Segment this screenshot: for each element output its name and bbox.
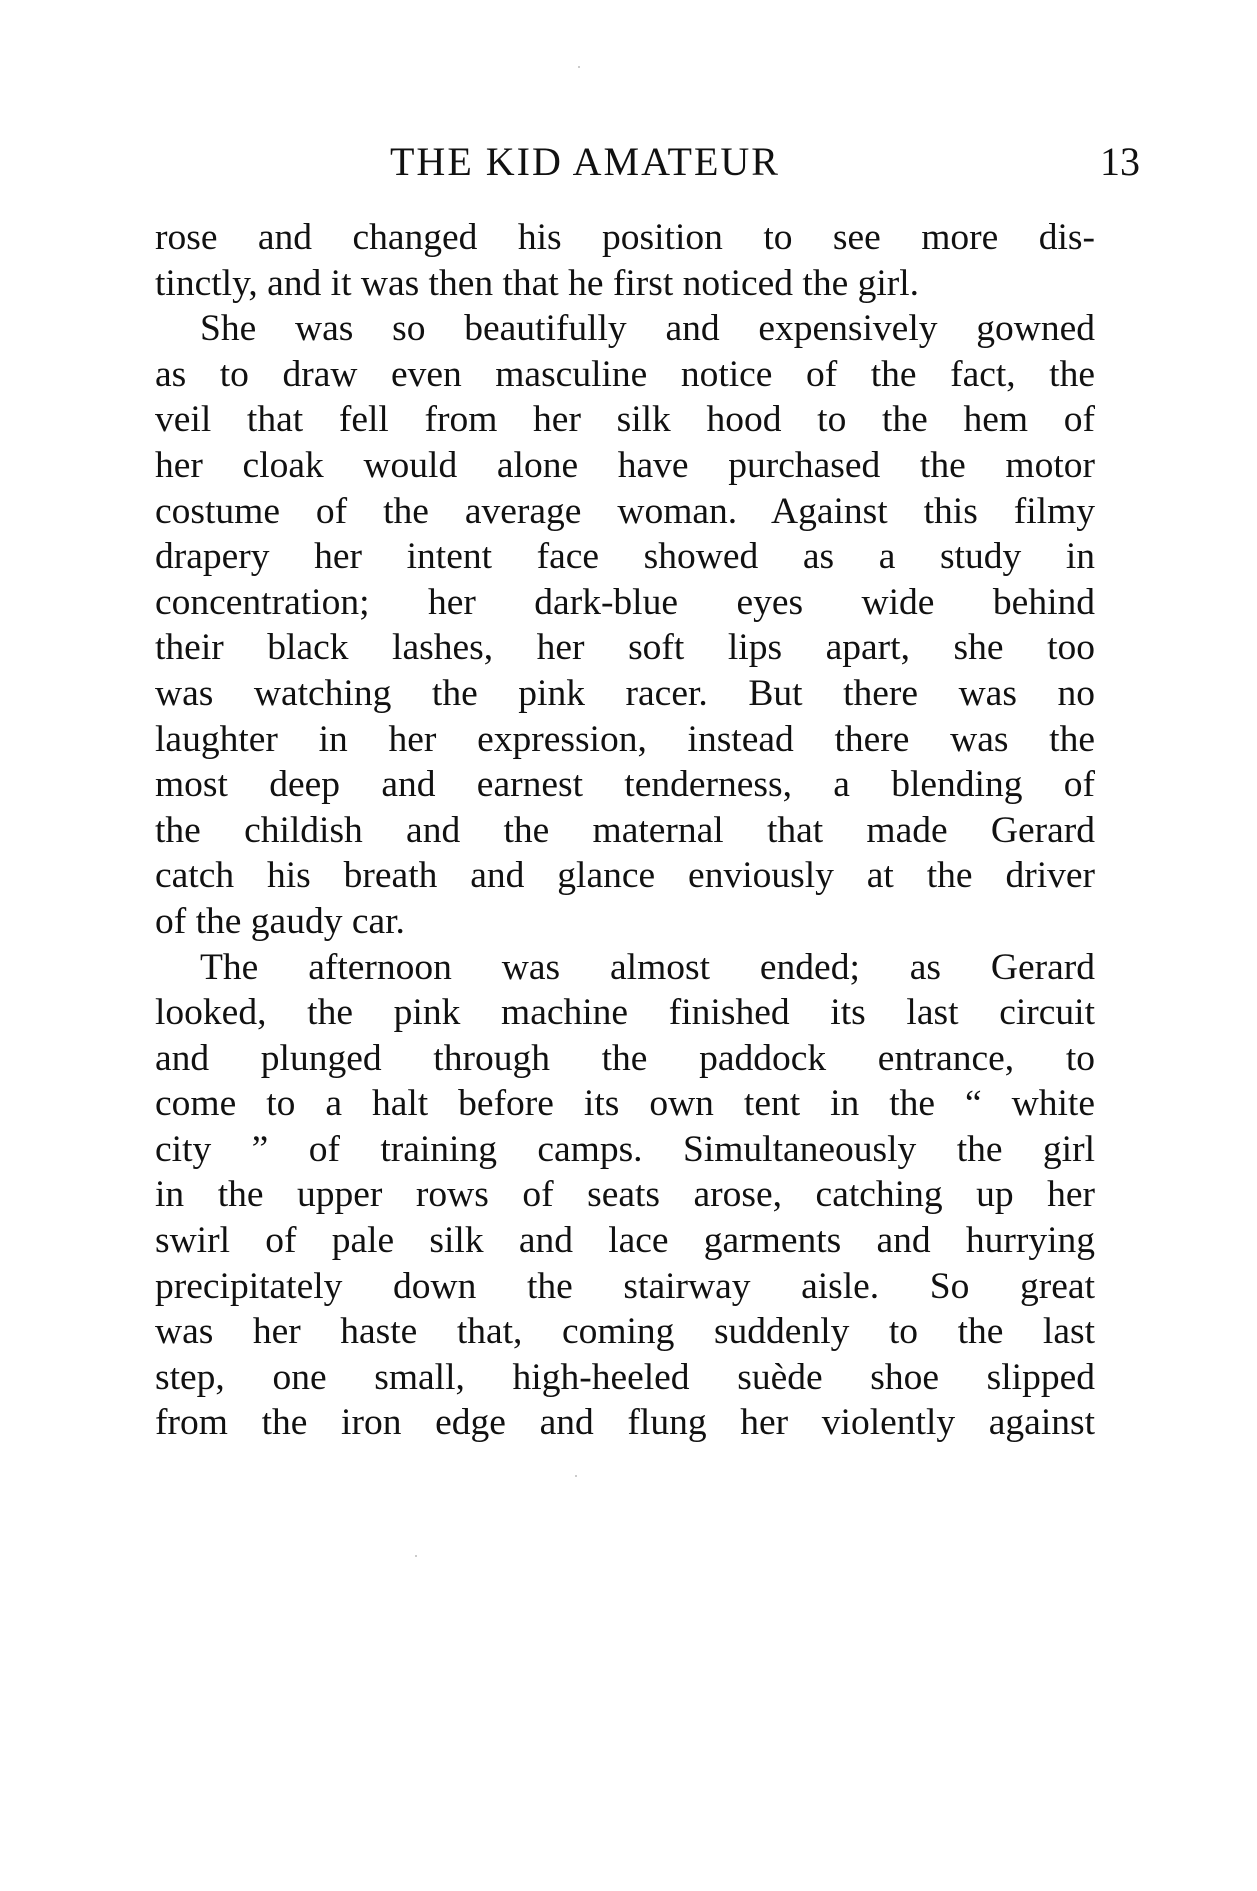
text-line: veil that fell from her silk hood to the hem of [155,399,1095,441]
text-line: tinctly, and it was then that he first noticed the girl. [155,262,920,304]
page-number: 13 [1100,139,1140,184]
text-line: step, one small, high-heeled suède shoe slipped [155,1356,1095,1398]
text-line: in the upper rows of seats arose, catching up her [155,1174,1095,1216]
text-line: most deep and earnest tenderness, a blending of [155,764,1095,806]
running-head [155,138,1200,188]
text-line: as to draw even masculine notice of the fact, the [155,353,1095,395]
text-line: her cloak would alone have purchased the motor [155,444,1095,486]
text-line: costume of the average woman. Against this filmy [155,490,1095,532]
paper-speck [415,1555,417,1557]
text-line: and plunged through the paddock entrance, to [155,1037,1095,1079]
text-line: come to a halt before its own tent in the “ white [155,1083,1095,1125]
paragraph-first-line: The afternoon was almost ended; as Gerard [200,946,1095,988]
running-title: THE KID AMATEUR [390,139,780,184]
text-line: their black lashes, her soft lips apart, she too [155,627,1095,669]
text-line: was watching the pink racer. But there was no [155,672,1095,714]
text-line: city ” of training camps. Simultaneously the girl [155,1128,1095,1170]
text-line: precipitately down the stairway aisle. So great [155,1265,1095,1307]
paper-speck [575,1475,577,1477]
text-line: from the iron edge and flung her violently against [155,1402,1095,1444]
text-line: rose and changed his position to see more dis- [155,217,1095,258]
text-line: drapery her intent face showed as a study in [155,536,1095,578]
text-line: catch his breath and glance enviously at the driver [155,855,1095,897]
text-line: concentration; her dark-blue eyes wide behind [155,581,1095,623]
text-line: swirl of pale silk and lace garments and hurrying [155,1220,1095,1262]
paragraph-first-line: She was so beautifully and expensively gowned [200,308,1095,350]
text-line: looked, the pink machine finished its last circuit [155,992,1095,1034]
text-line: the childish and the maternal that made Gerard [155,809,1095,851]
text-line: laughter in her expression, instead there was the [155,718,1095,760]
body-text [155,215,1095,1446]
text-line: of the gaudy car. [155,900,405,942]
text-line: was her haste that, coming suddenly to the last [155,1311,1095,1353]
paper-speck [578,66,580,68]
